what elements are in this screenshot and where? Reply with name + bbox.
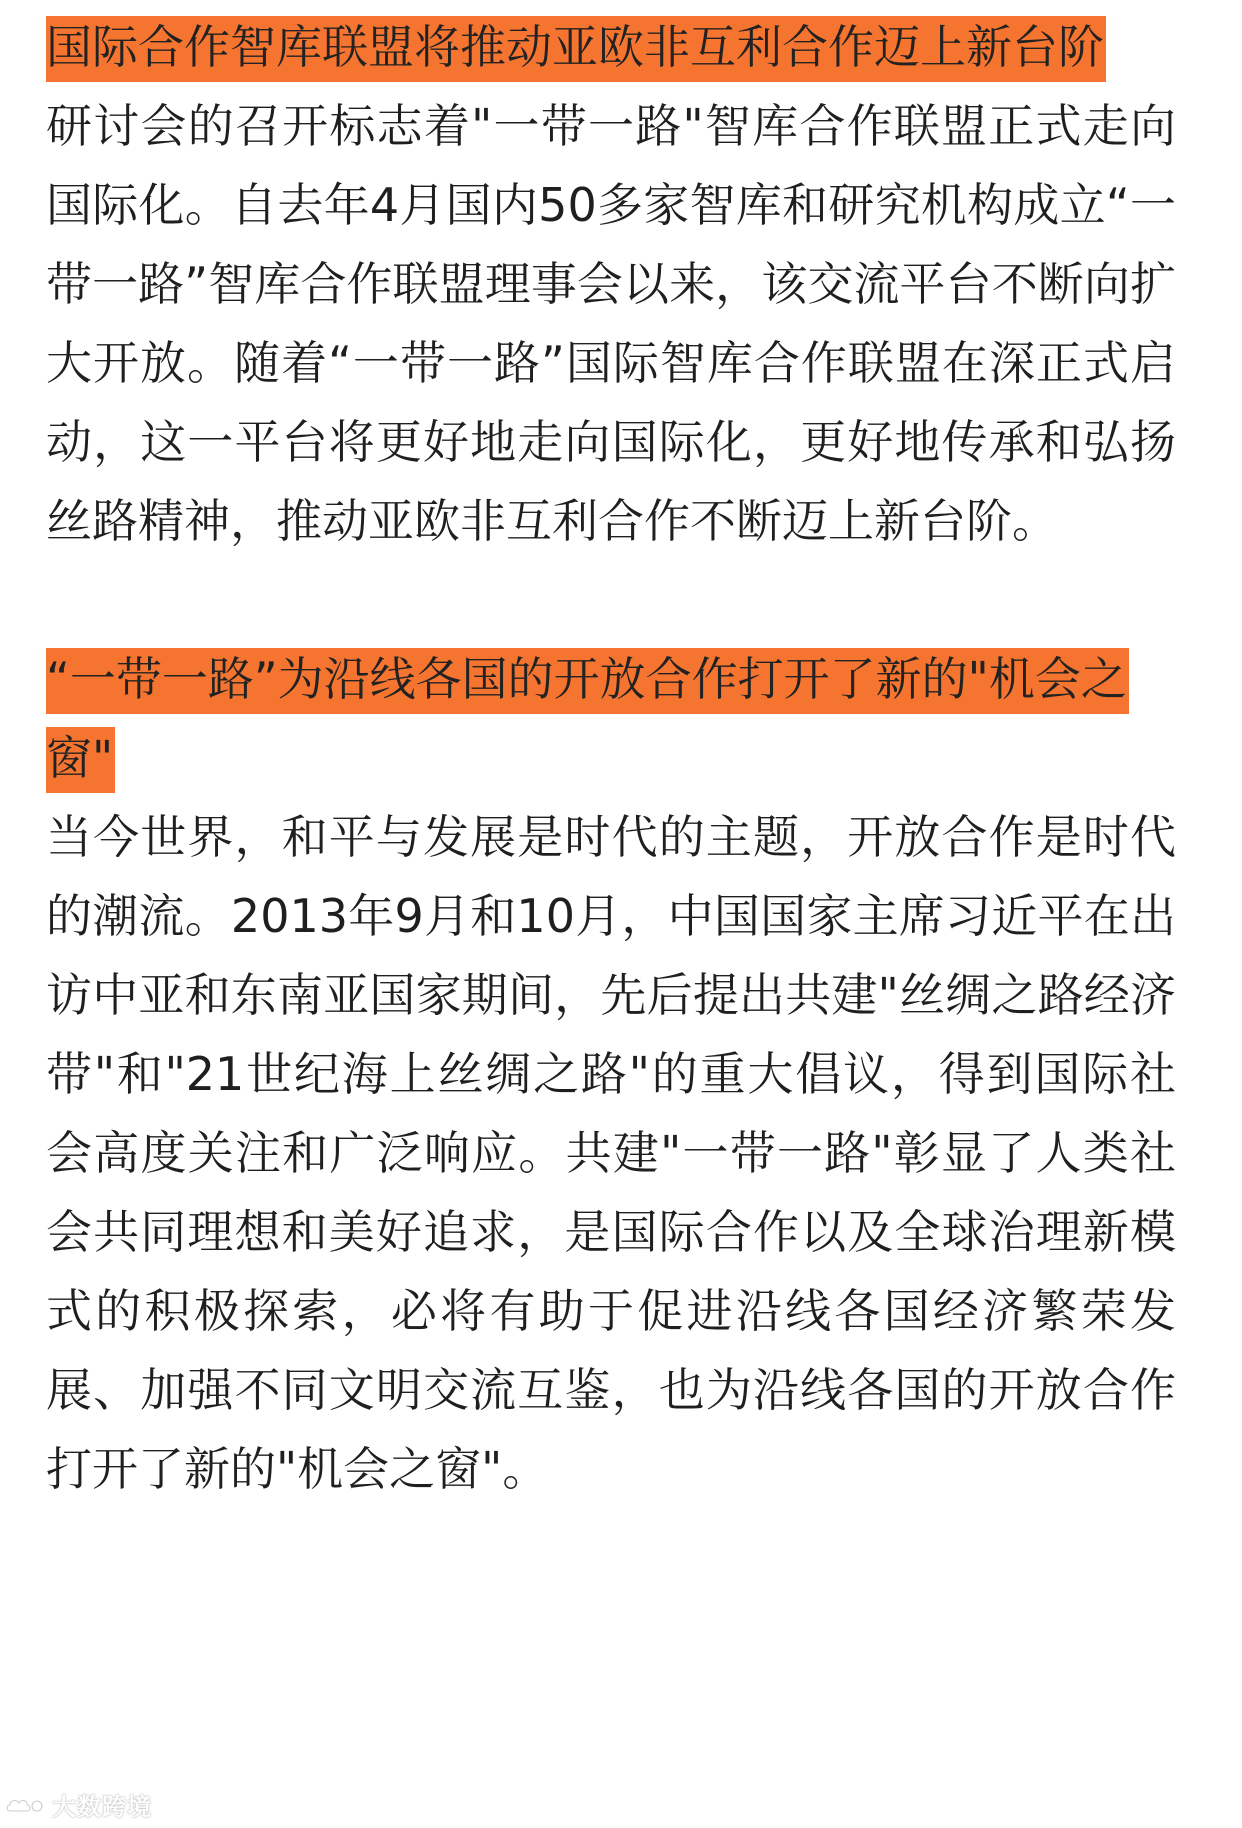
section-body-2: 当今世界，和平与发展是时代的主题，开放合作是时代的潮流。2013年9月和10月，中国国家主席习近平在出访中亚和东南亚国家期间，先后提出共建"丝绸之路经济带"和"21世纪海上丝绸之路"的重大倡议，得到国际社会高度关注和广泛响应。共建"一带一路"彰显了人类社会共同理想和美好追求，是国际合作以及全球治理新模式的积极探索，必将有助于促进沿线各国经济繁荣发展、加强不同文明交流互鉴，也为沿线各国的开放合作打开了新的"机会之窗"。 <box>46 810 1176 1496</box>
cloud-logo-icon <box>4 1794 48 1816</box>
section-gap <box>46 561 1176 640</box>
watermark-text: 大数跨境 <box>52 1793 152 1821</box>
section-body-1: 研讨会的召开标志着"一带一路"智库合作联盟正式走向国际化。自去年4月国内50多家智库和研究机构成立“一带一路”智库合作联盟理事会以来，该交流平台不断向扩大开放。随着“一带一路”国际智库合作联盟在深正式启动，这一平台将更好地走向国际化，更好地传承和弘扬丝路精神，推动亚欧非互利合作不断迈上新台阶。 <box>46 99 1176 548</box>
watermark <box>4 1787 152 1822</box>
article <box>46 8 1176 1509</box>
section-heading-2 <box>46 640 1176 798</box>
section-heading-1 <box>46 8 1176 87</box>
heading-highlight: “一带一路”为沿线各国的开放合作打开了新的"机会之窗" <box>46 648 1129 793</box>
heading-highlight: 国际合作智库联盟将推动亚欧非互利合作迈上新台阶 <box>46 16 1106 82</box>
